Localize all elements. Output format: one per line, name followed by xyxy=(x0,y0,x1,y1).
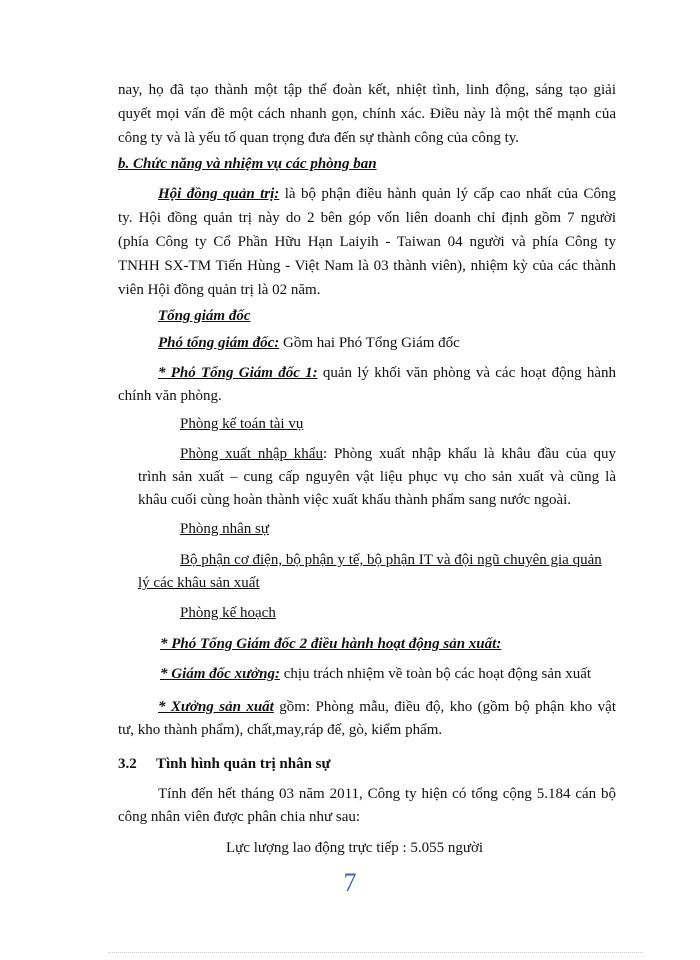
page-number: 7 xyxy=(343,868,357,897)
ceo-label: Tổng giám đốc xyxy=(158,308,251,324)
board-label: Hội đồng quản trị: xyxy=(158,186,280,202)
production-workshop-line-1 xyxy=(158,697,616,717)
electrical-line-2: lý các khâu sản xuất xyxy=(138,575,260,591)
import-export-line-3: khâu cuối cùng hoàn thành việc xuất khẩu thành phẩm sang nước ngoài. xyxy=(138,492,572,508)
workshop-director-text: chịu trách nhiệm về toàn bộ các hoạt động sản xuất xyxy=(279,666,592,682)
vice1-label: * Phó Tổng Giám đốc 1: xyxy=(158,365,318,381)
page-bottom-divider xyxy=(108,952,643,953)
vice1-line-1-text: quản lý khối văn phòng và các hoạt động hành xyxy=(317,365,616,381)
intro-line-2: quyết mọi vấn đề một cách nhanh gọn, chính xác. Điều này là một thế mạnh của xyxy=(118,106,616,122)
section-32-number: 3.2 xyxy=(118,756,137,772)
intro-line-3: công ty và là yếu tố quan trọng đưa đến sự thành công của công ty. xyxy=(118,130,520,146)
hr-dept: Phòng nhân sự xyxy=(180,521,269,537)
workshop-director-label: * Giám đốc xưởng: xyxy=(160,666,280,682)
direct-labor-line: Lực lượng lao động trực tiếp : 5.055 người xyxy=(226,840,484,856)
workshop-director-line xyxy=(160,664,591,684)
import-export-line-2: trình sản xuất – cung cấp nguyên vật liệu phục vụ cho sản xuất và cũng là xyxy=(138,469,616,485)
production-workshop-line-2: tư, kho thành phẩm), chất,may,ráp đế, gò, kiểm phẩm. xyxy=(118,722,443,738)
intro-line-1: nay, họ đã tạo thành một tập thể đoàn kết, nhiệt tình, linh động, sáng tạo giải xyxy=(118,82,616,98)
production-workshop-label: * Xưởng sản xuất xyxy=(158,699,274,715)
section-32-line-1: Tính đến hết tháng 03 năm 2011, Công ty hiện có tổng cộng 5.184 cán bộ xyxy=(158,786,616,802)
section-32-line-2: công nhân viên được phân chia như sau: xyxy=(118,809,361,825)
import-export-line-1 xyxy=(180,444,616,464)
section-32-title: Tình hình quản trị nhân sự xyxy=(156,756,331,772)
vice-ceos-text: Gồm hai Phó Tổng Giám đốc xyxy=(279,335,460,351)
section-b-heading: b. Chức năng và nhiệm vụ các phòng ban xyxy=(118,156,377,172)
board-line-5: viên Hội đồng quản trị là 02 năm. xyxy=(118,282,321,298)
vice1-line-2: chính văn phòng. xyxy=(118,388,222,404)
import-export-label: Phòng xuất nhập khẩu xyxy=(180,446,323,462)
board-line-4: TNHH SX-TM Tiến Hùng - Việt Nam là 03 thành viên), nhiệm kỳ của các thành xyxy=(118,258,616,274)
import-export-line-1-text: : Phòng xuất nhập khẩu là khâu đầu của quy xyxy=(322,446,617,462)
planning-dept: Phòng kế hoạch xyxy=(180,605,276,621)
electrical-line-1: Bộ phận cơ điện, bộ phận y tế, bộ phận IT và đội ngũ chuyên gia quản xyxy=(180,552,602,568)
vice1-line-1 xyxy=(158,363,616,383)
accounting-dept: Phòng kế toán tài vụ xyxy=(180,416,304,432)
vice-ceos-line xyxy=(158,333,460,353)
vice-ceos-label: Phó tổng giám đốc: xyxy=(158,335,280,351)
production-workshop-line-1-text: gồm: Phòng mẫu, điều độ, kho (gồm bộ phận kho vật xyxy=(273,699,616,715)
board-line-2: ty. Hội đồng quản trị này do 2 bên góp vốn liên doanh chỉ định gồm 7 người xyxy=(118,210,616,226)
board-line-1-text: là bộ phận điều hành quản lý cấp cao nhất của Công xyxy=(279,186,616,202)
board-line-3: (phía Công ty Cổ Phần Hữu Hạn Laiyih - Taiwan 04 người và phía Công ty xyxy=(118,234,616,250)
vice2-label: * Phó Tổng Giám đốc 2 điều hành hoạt động sản xuất: xyxy=(160,636,502,652)
board-line-1 xyxy=(158,184,616,204)
